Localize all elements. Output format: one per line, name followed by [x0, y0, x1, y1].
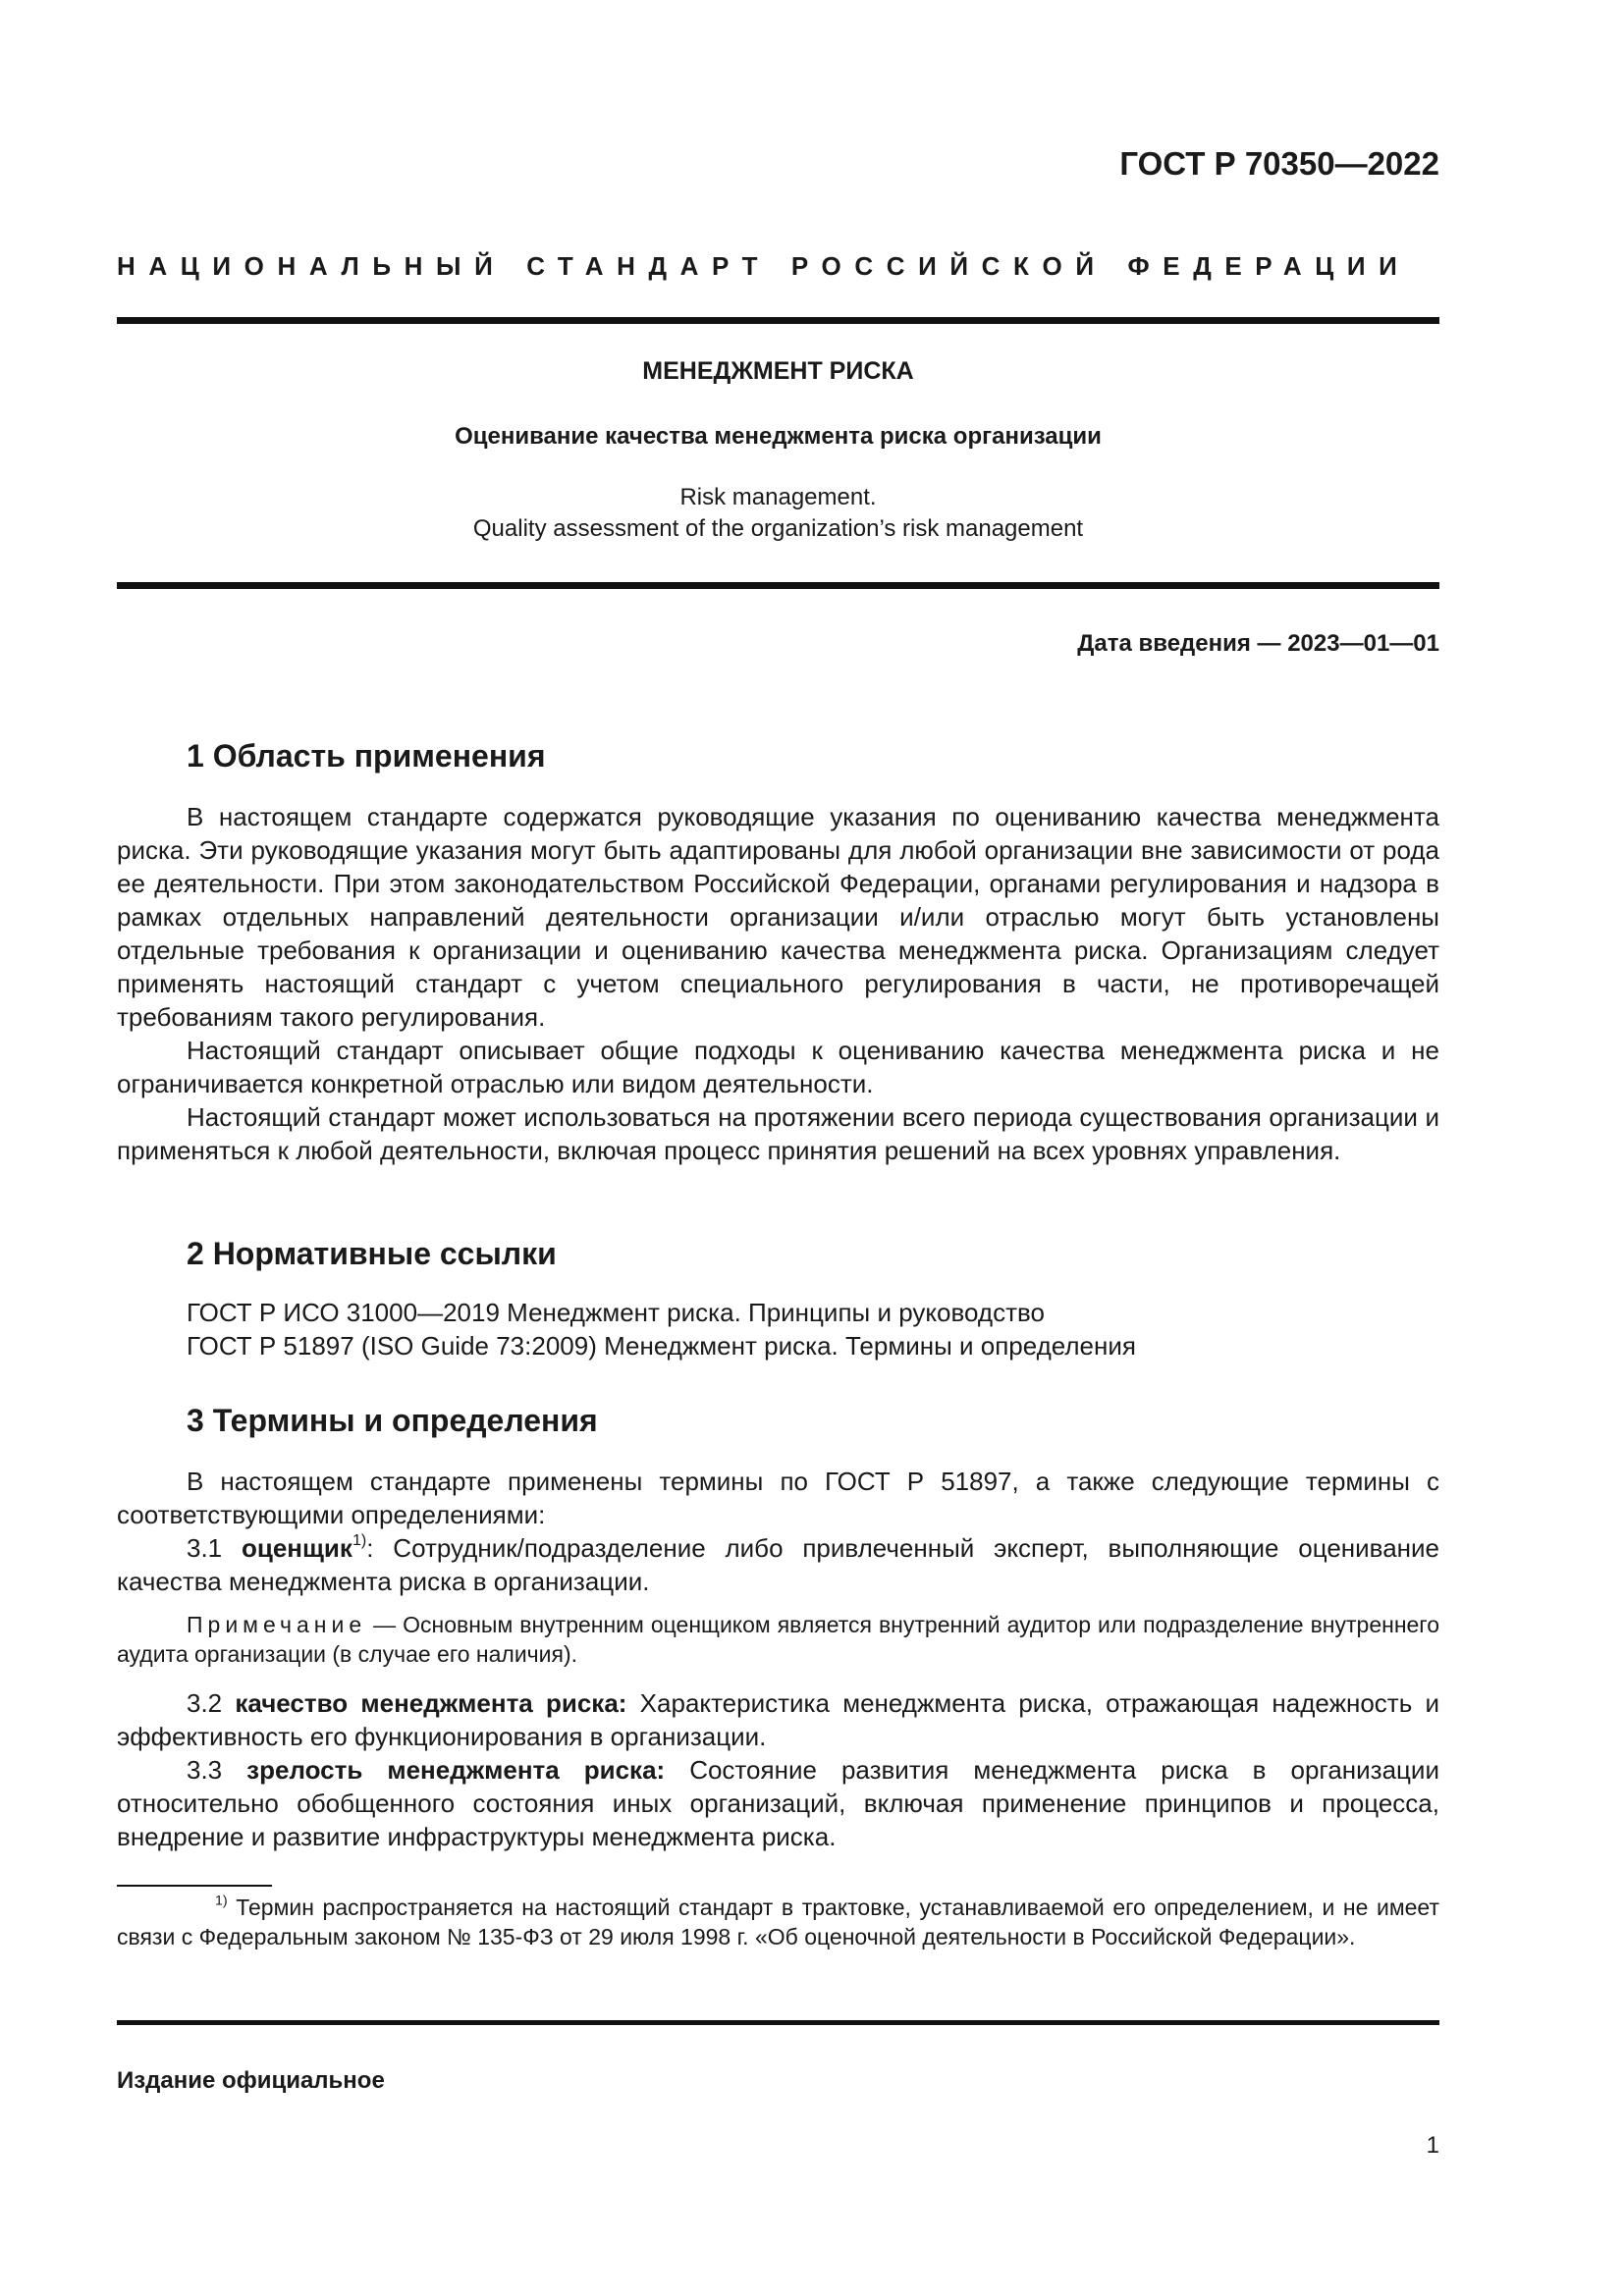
document-code: ГОСТ Р 70350—2022	[1119, 145, 1439, 182]
footnote-separator	[117, 1885, 272, 1887]
english-title-line-2: Quality assessment of the organization’s risk management	[472, 515, 1084, 542]
footnote	[117, 1893, 1439, 1951]
subtitle: Оценивание качества менеджмента риска организации	[455, 423, 1102, 450]
term-number: 3.2	[187, 1688, 223, 1718]
term-definition: : Сотрудник/подразделение либо привлеченный эксперт, выполняющие оценивание качества менеджмента риска в организации.	[117, 1533, 1439, 1596]
english-title-line-1: Risk management.	[679, 484, 877, 510]
term-name: оценщик	[241, 1533, 352, 1563]
bottom-divider	[117, 2020, 1439, 2025]
term-3-2	[117, 1686, 1439, 1753]
national-standard-title: НАЦИОНАЛЬНЫЙ СТАНДАРТ РОССИЙСКОЙ ФЕДЕРАЦИИ	[117, 251, 1411, 281]
note-label: Примечание	[187, 1612, 367, 1637]
title-divider	[117, 582, 1439, 589]
note	[117, 1610, 1439, 1669]
normative-references	[187, 1296, 1439, 1362]
section-1-paragraph-3: Настоящий стандарт может использоваться на протяжении всего периода существования организации и применяться к любой деятельности, включая процесс принятия решений на всех уровнях управления.	[117, 1102, 1439, 1165]
section-1-paragraph-1: В настоящем стандарте содержатся руководящие указания по оцениванию качества менеджмента риска. Эти руководящие указания могут быть адаптированы для любой организации вне зависимости от рода ее деятельности. При этом законодательством Российской Федерации, органами регулирования и надзора в рамках отдельных направлений деятельности организации и/или отраслью могут быть установлены отдельные требования к организации и оцениванию качества менеджмента риска. Организациям следует применять настоящий стандарт с учетом специального регулирования в части, не противоречащей требованиям такого регулирования.	[117, 802, 1439, 1032]
term-name: качество менеджмента риска:	[235, 1688, 627, 1718]
introduction-date: Дата введения — 2023—01—01	[1077, 630, 1439, 657]
top-divider	[117, 317, 1439, 324]
section-1-body	[117, 800, 1439, 1167]
page-number: 1	[1426, 2132, 1439, 2159]
term-3-1	[117, 1531, 1439, 1598]
section-3-terms-continued	[117, 1686, 1439, 1853]
term-number: 3.3	[187, 1755, 223, 1785]
section-1-heading: 1 Область применения	[187, 738, 546, 774]
section-3-heading: 3 Термины и определения	[187, 1403, 598, 1438]
section-1-paragraph-2: Настоящий стандарт описывает общие подходы к оцениванию качества менеджмента риска и не ограничивается конкретной отраслью или видом деятельности.	[117, 1036, 1439, 1098]
official-edition-label: Издание официальное	[117, 2067, 385, 2094]
english-title	[117, 482, 1439, 545]
section-2-heading: 2 Нормативные ссылки	[187, 1236, 557, 1271]
term-definition: Состояние развития менеджмента риска в организации относительно обобщенного состояния иных организаций, включая применение принципов и процесса, внедрение и развитие инфраструктуры менеджмента риска.	[117, 1755, 1439, 1851]
term-name: зрелость менеджмента риска:	[246, 1755, 666, 1785]
footnote-mark: 1)	[215, 1893, 228, 1909]
note-text: — Основным внутренним оценщиком является внутренний аудитор или подразделение внутреннего аудита организации (в случае его наличия).	[117, 1612, 1439, 1667]
section-3-body	[117, 1465, 1439, 1598]
term-definition: Характеристика менеджмента риска, отражающая надежность и эффективность его функционирования в организации.	[117, 1688, 1439, 1751]
reference-item: ГОСТ Р 51897 (ISO Guide 73:2009) Менеджмент риска. Термины и определения	[187, 1331, 1136, 1361]
footnote-reference: 1)	[352, 1530, 367, 1549]
term-number: 3.1	[187, 1533, 223, 1563]
term-3-3	[117, 1753, 1439, 1853]
footnote-text: Термин распространяется на настоящий стандарт в трактовке, устанавливаемой его определением, и не имеет связи с Федеральным законом № 135-ФЗ от 29 июля 1998 г. «Об оценочной деятельности в Российской Федерации».	[117, 1895, 1439, 1949]
main-title: МЕНЕДЖМЕНТ РИСКА	[642, 357, 914, 385]
reference-item: ГОСТ Р ИСО 31000—2019 Менеджмент риска. Принципы и руководство	[187, 1298, 1045, 1327]
section-3-intro: В настоящем стандарте применены термины по ГОСТ Р 51897, а также следующие термины с соответствующими определениями:	[117, 1467, 1439, 1529]
